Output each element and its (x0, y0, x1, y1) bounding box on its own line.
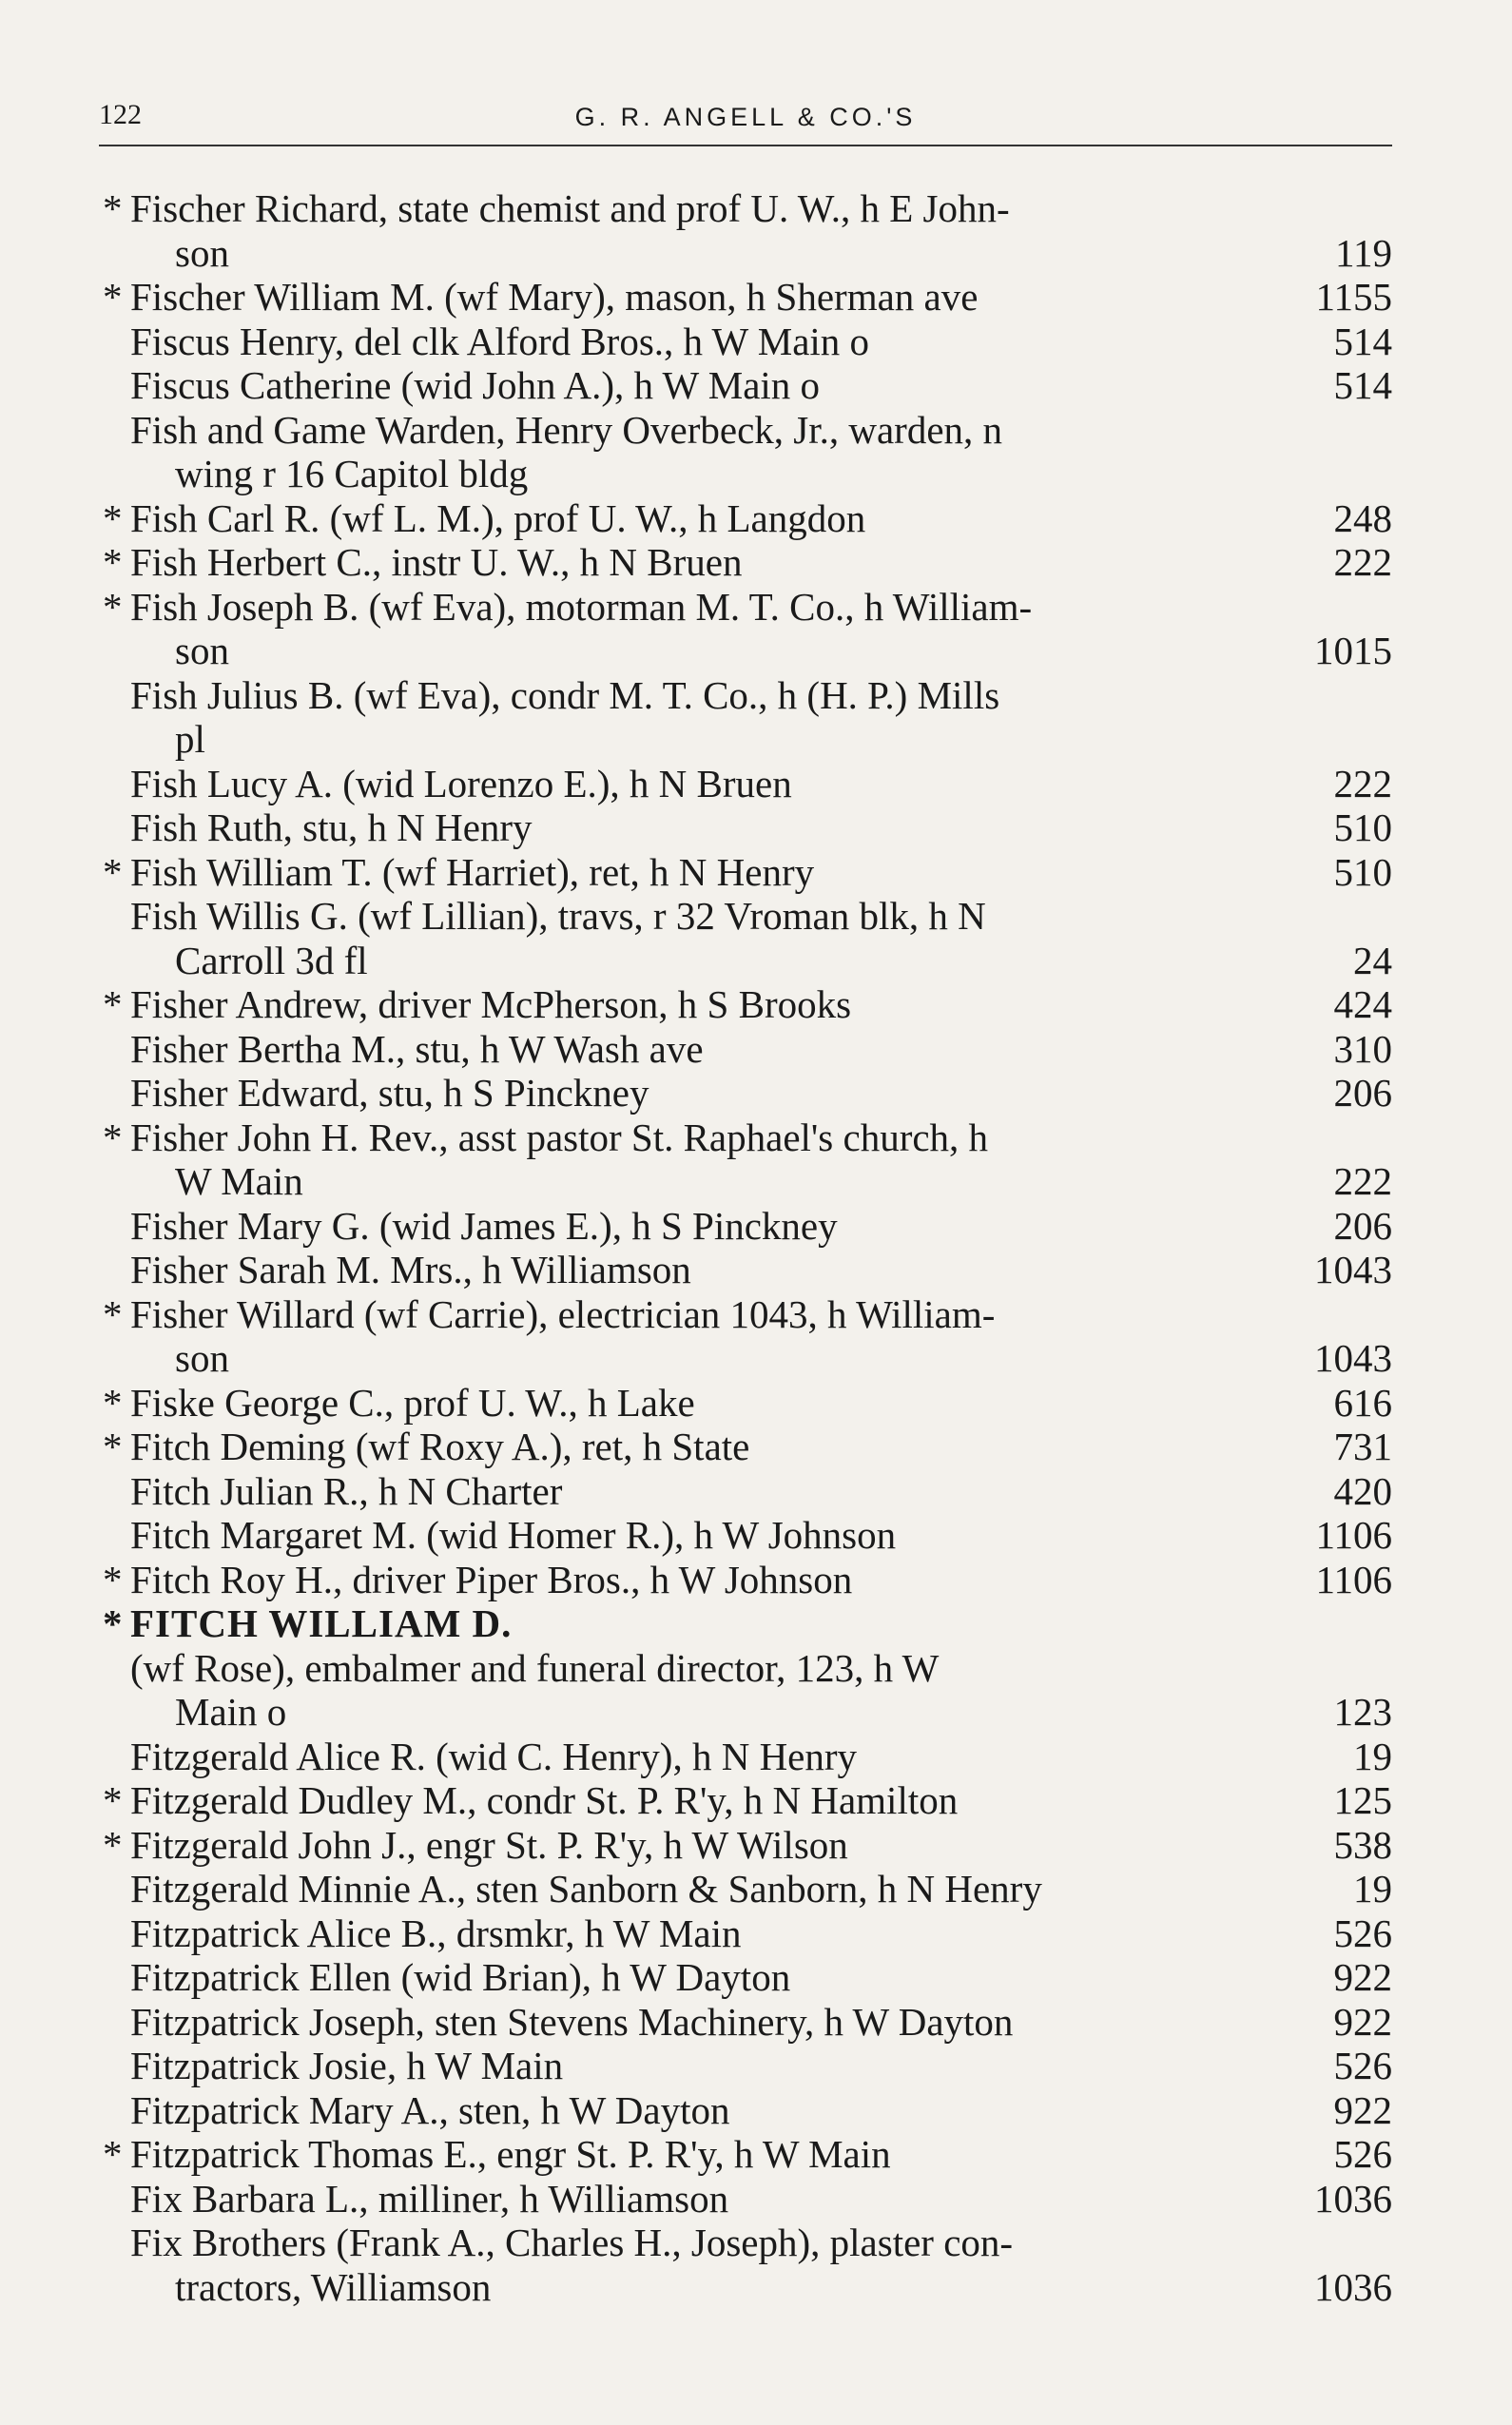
entry-line (130, 1911, 1392, 1956)
entry-text: Fitzgerald Alice R. (wid C. Henry), h N Henry (130, 1734, 858, 1778)
entry-line (130, 186, 1392, 231)
householder-star: * (103, 1115, 123, 1159)
directory-entry (103, 805, 1392, 850)
house-number: 206 (1333, 1203, 1392, 1248)
entry-text: Fix Barbara L., milliner, h Williamson (130, 2176, 729, 2221)
running-head: G. R. ANGELL & CO.'S (574, 103, 917, 131)
entry-text: wing r 16 Capitol bldg (175, 452, 529, 495)
entry-line (130, 275, 1392, 320)
entry-line (130, 1469, 1392, 1514)
entry-heading (103, 1601, 1392, 1646)
directory-entry (103, 1381, 1392, 1426)
directory-entry (103, 585, 1392, 673)
entry-text: Fitzgerald Dudley M., condr St. P. R'y, h N Hamilton (130, 1778, 959, 1822)
entry-line (130, 1159, 1392, 1204)
entry-line (130, 1867, 1392, 1911)
entry-text: Fisher John H. Rev., asst pastor St. Raphael's church, h (130, 1115, 989, 1159)
entry-text: Fischer William M. (wf Mary), mason, h Sherman ave (130, 275, 979, 319)
directory-entry (103, 1513, 1392, 1558)
directory-entry (103, 275, 1392, 320)
entry-text: Fish Willis G. (wf Lillian), travs, r 32 Vroman blk, h N (130, 894, 986, 938)
entry-line (130, 1292, 1392, 1337)
entry-text: Fish Lucy A. (wid Lorenzo E.), h N Bruen (130, 761, 792, 805)
house-number: 1036 (1314, 2264, 1392, 2309)
entry-line (130, 894, 1392, 939)
householder-star: * (103, 1380, 123, 1425)
entry-text: Fitzgerald John J., engr St. P. R'y, h W Wilson (130, 1822, 848, 1867)
householder-star: * (103, 186, 123, 230)
entry-line (130, 1955, 1392, 2000)
entry-line (130, 939, 1392, 983)
entry-text: Fiscus Catherine (wid John A.), h W Main o (130, 363, 821, 407)
house-number: 526 (1333, 2044, 1392, 2087)
entry-line (130, 2132, 1392, 2177)
entry-text: Fisher Sarah M. Mrs., h Williamson (130, 1248, 691, 1291)
entry-line (130, 1823, 1392, 1868)
householder-star: * (103, 584, 123, 629)
entry-line (130, 408, 1392, 453)
entry-text: Fitzpatrick Mary A., sten, h W Dayton (130, 2087, 730, 2132)
directory-entry (103, 2132, 1392, 2177)
householder-star: * (103, 2132, 123, 2176)
house-number: 514 (1333, 363, 1392, 407)
directory-entry (103, 363, 1392, 408)
house-number: 222 (1333, 540, 1392, 584)
householder-star: * (103, 982, 123, 1026)
entry-text: Fitzgerald Minnie A., sten Sanborn & Sanborn, h N Henry (130, 1867, 1042, 1911)
entry-line (130, 231, 1392, 276)
house-number: 526 (1333, 1911, 1392, 1955)
entry-line (130, 850, 1392, 895)
directory-entry (103, 1558, 1392, 1602)
entry-line (130, 1381, 1392, 1426)
house-number: 119 (1335, 230, 1392, 275)
directory-entry (103, 1735, 1392, 1779)
directory-entry (103, 408, 1392, 496)
entry-line (130, 1778, 1392, 1823)
directory-entry (103, 762, 1392, 806)
entry-text: tractors, Williamson (175, 2264, 492, 2309)
house-number: 19 (1353, 1867, 1392, 1911)
directory-entry (103, 186, 1392, 275)
house-number: 1043 (1314, 1248, 1392, 1291)
house-number: 1043 (1314, 1336, 1392, 1380)
entry-line (130, 2221, 1392, 2265)
directory-entry (103, 1823, 1392, 1868)
householder-star: * (103, 1778, 123, 1822)
directory-entry (103, 320, 1392, 364)
entry-text: (wf Rose), embalmer and funeral director, 123, h W (130, 1645, 940, 1690)
house-number: 19 (1353, 1734, 1392, 1778)
entry-line (130, 320, 1392, 364)
entry-text: son (175, 1336, 229, 1380)
entry-text: Fiscus Henry, del clk Alford Bros., h W Main o (130, 319, 870, 363)
entry-text: pl (175, 717, 205, 761)
entry-line (130, 1646, 1392, 1691)
house-number: 123 (1333, 1690, 1392, 1734)
directory-entry (103, 540, 1392, 585)
entry-text: Fisher Mary G. (wid James E.), h S Pinckney (130, 1203, 838, 1248)
entry-line (130, 2044, 1392, 2088)
house-number: 125 (1333, 1778, 1392, 1822)
directory-entry (103, 1469, 1392, 1514)
house-number: 424 (1333, 982, 1392, 1026)
house-number: 1015 (1314, 629, 1392, 672)
householder-star: * (103, 1601, 124, 1645)
house-number: 248 (1333, 495, 1392, 540)
householder-star: * (103, 540, 123, 584)
entry-text: son (175, 230, 229, 275)
entry-text: FITCH WILLIAM D. (130, 1601, 513, 1645)
entry-text: Fitzpatrick Joseph, sten Stevens Machinery, h W Dayton (130, 1999, 1014, 2044)
entry-line (130, 982, 1392, 1027)
entry-line (130, 2177, 1392, 2221)
house-number: 526 (1333, 2132, 1392, 2176)
entry-line (130, 805, 1392, 850)
entry-text: Fish Joseph B. (wf Eva), motorman M. T. Co., h William- (130, 584, 1033, 629)
house-number: 1155 (1315, 275, 1392, 319)
entry-text: Fish Herbert C., instr U. W., h N Bruen (130, 540, 743, 584)
entry-text: Fisher Willard (wf Carrie), electrician 1043, h William- (130, 1291, 996, 1336)
householder-star: * (103, 495, 123, 540)
directory-entry (103, 1911, 1392, 1956)
entry-line (130, 1116, 1392, 1160)
directory-entry (103, 1027, 1392, 1072)
householder-star: * (103, 1822, 123, 1867)
house-number: 1106 (1315, 1557, 1392, 1601)
entry-text: Fitzpatrick Ellen (wid Brian), h W Dayton (130, 1955, 791, 1999)
entry-line (130, 1336, 1392, 1381)
directory-entry (103, 2044, 1392, 2088)
directory-entries (103, 186, 1392, 2309)
directory-entry (103, 1248, 1392, 1292)
house-number: 222 (1333, 1159, 1392, 1203)
house-number: 206 (1333, 1071, 1392, 1115)
entry-text: Main o (175, 1690, 287, 1734)
entry-text: Fitch Roy H., driver Piper Bros., h W Johnson (130, 1557, 853, 1601)
directory-entry (103, 894, 1392, 982)
entry-line (130, 1071, 1392, 1116)
entry-text: Fish Ruth, stu, h N Henry (130, 805, 533, 849)
householder-star: * (103, 275, 123, 319)
directory-entry (103, 1867, 1392, 1911)
entry-line (130, 1204, 1392, 1249)
entry-text: Fitch Julian R., h N Charter (130, 1468, 563, 1513)
entry-text: son (175, 629, 229, 672)
entry-line (130, 629, 1392, 673)
house-number: 510 (1333, 805, 1392, 849)
entry-text: Fish and Game Warden, Henry Overbeck, Jr., warden, n (130, 407, 1003, 452)
entry-line (130, 585, 1392, 630)
house-number: 1106 (1315, 1513, 1392, 1557)
entry-line (130, 1027, 1392, 1072)
house-number: 24 (1353, 938, 1392, 982)
entry-text: Fitzpatrick Alice B., drsmkr, h W Main (130, 1911, 742, 1955)
entry-line (130, 496, 1392, 541)
entry-text: Fix Brothers (Frank A., Charles H., Joseph), plaster con- (130, 2221, 1014, 2264)
entry-line (130, 1248, 1392, 1292)
directory-entry (103, 1204, 1392, 1249)
entry-text: Fitch Deming (wf Roxy A.), ret, h State (130, 1425, 750, 1468)
directory-entry (103, 2088, 1392, 2133)
householder-star: * (103, 849, 123, 894)
entry-line (130, 1690, 1392, 1735)
house-number: 222 (1333, 761, 1392, 805)
house-number: 922 (1333, 1999, 1392, 2044)
house-number: 510 (1333, 849, 1392, 894)
house-number: 514 (1333, 319, 1392, 363)
entry-text: Fisher Andrew, driver McPherson, h S Brooks (130, 982, 852, 1026)
entry-text: Fisher Edward, stu, h S Pinckney (130, 1071, 649, 1115)
directory-entry (103, 1955, 1392, 2000)
house-number: 922 (1333, 1955, 1392, 1999)
directory-entry (103, 673, 1392, 762)
directory-entry (103, 496, 1392, 541)
house-number: 922 (1333, 2087, 1392, 2132)
entry-text: Fischer Richard, state chemist and prof U. W., h E John- (130, 186, 1010, 230)
entry-line (130, 1601, 1392, 1646)
entry-line (130, 717, 1392, 762)
entry-line (130, 1558, 1392, 1602)
entry-line (130, 1513, 1392, 1558)
entry-line (130, 363, 1392, 408)
entry-text: Fitzpatrick Josie, h W Main (130, 2044, 564, 2087)
directory-entry (103, 982, 1392, 1027)
directory-entry (103, 1116, 1392, 1204)
entry-line (130, 540, 1392, 585)
entry-line (130, 673, 1392, 718)
house-number: 538 (1333, 1822, 1392, 1867)
entry-text: Fish William T. (wf Harriet), ret, h N Henry (130, 849, 815, 894)
directory-entry (103, 2177, 1392, 2221)
directory-entry (103, 850, 1392, 895)
directory-entry (103, 1292, 1392, 1381)
directory-entry (103, 1646, 1392, 1735)
householder-star: * (103, 1425, 123, 1468)
entry-text: Fisher Bertha M., stu, h W Wash ave (130, 1026, 704, 1071)
entry-text: Fitzpatrick Thomas E., engr St. P. R'y, h W Main (130, 2132, 891, 2176)
entry-line (130, 762, 1392, 806)
house-number: 1036 (1314, 2176, 1392, 2221)
house-number: 731 (1333, 1425, 1392, 1468)
entry-text: Fish Julius B. (wf Eva), condr M. T. Co., h (H. P.) Mills (130, 672, 1000, 717)
entry-text: Fish Carl R. (wf L. M.), prof U. W., h Langdon (130, 495, 866, 540)
householder-star: * (103, 1291, 123, 1336)
entry-text: Fiske George C., prof U. W., h Lake (130, 1380, 695, 1425)
page-number: 122 (99, 99, 142, 130)
entry-line (130, 452, 1392, 496)
entry-line (130, 2000, 1392, 2045)
directory-entry (103, 1425, 1392, 1469)
house-number: 420 (1333, 1468, 1392, 1513)
entry-line (130, 1735, 1392, 1779)
entry-text: Fitch Margaret M. (wid Homer R.), h W Johnson (130, 1513, 897, 1557)
directory-entry (103, 1778, 1392, 1823)
house-number: 310 (1333, 1026, 1392, 1071)
entry-line (130, 2088, 1392, 2133)
directory-entry (103, 2000, 1392, 2045)
entry-line (130, 2265, 1392, 2310)
householder-star: * (103, 1557, 123, 1601)
directory-entry (103, 2221, 1392, 2309)
page-header (99, 95, 1392, 146)
house-number: 616 (1333, 1380, 1392, 1425)
entry-text: Carroll 3d fl (175, 938, 368, 982)
directory-entry (103, 1071, 1392, 1116)
entry-line (130, 1425, 1392, 1469)
entry-text: W Main (175, 1159, 303, 1203)
